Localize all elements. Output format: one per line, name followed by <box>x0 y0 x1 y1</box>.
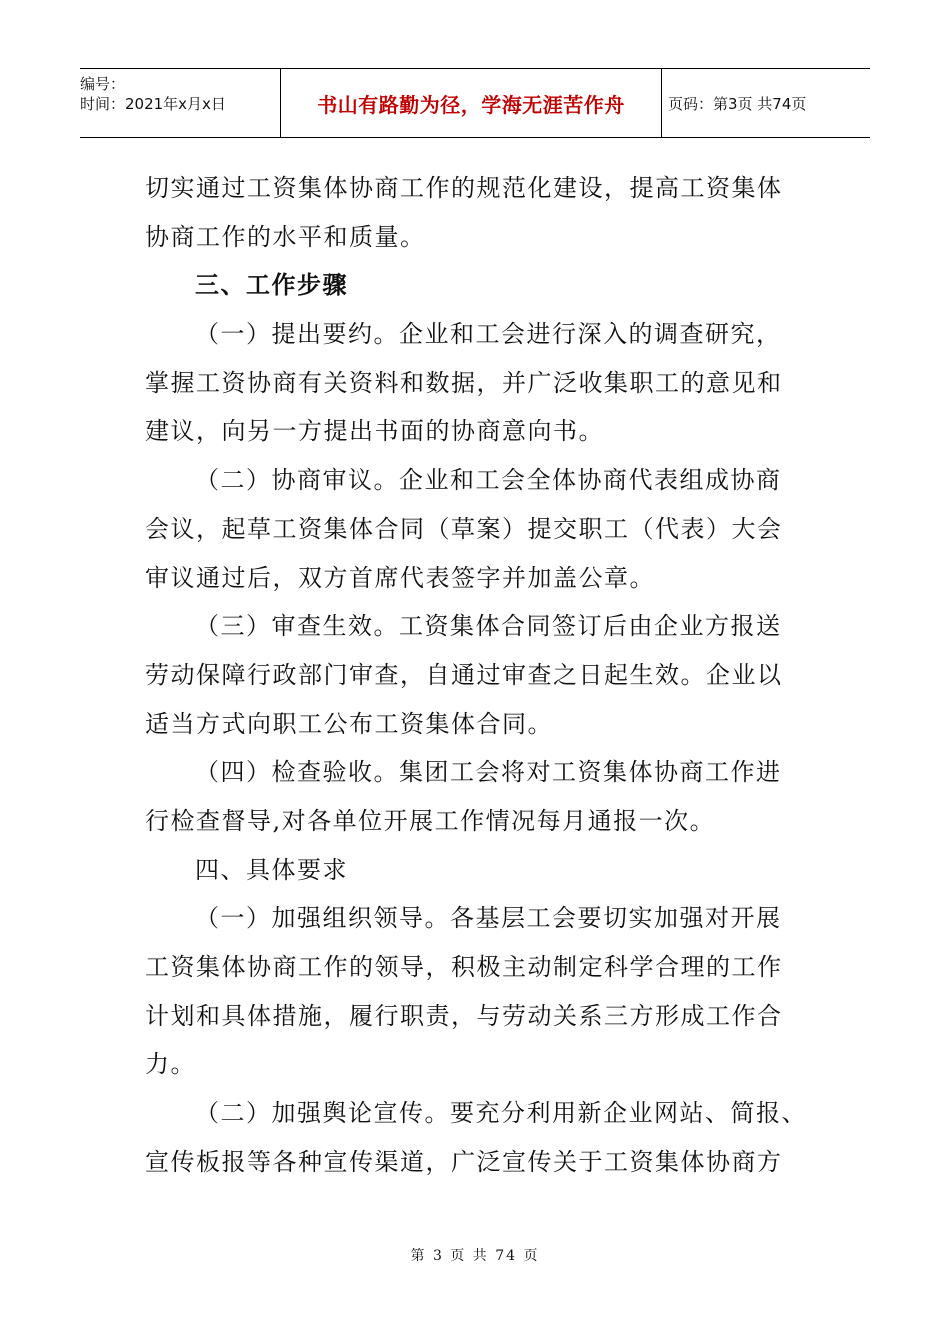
text-line: 力。 <box>145 1050 196 1079</box>
page-header <box>80 68 870 138</box>
text-line: 会议，起草工资集体合同（草案）提交职工（代表）大会 <box>145 514 783 543</box>
header-meta <box>80 69 281 137</box>
text-line: 协商工作的水平和质量。 <box>145 222 426 251</box>
text-line: 掌握工资协商有关资料和数据，并广泛收集职工的意见和 <box>145 368 783 397</box>
section-heading: 三、工作步骤 <box>195 270 348 300</box>
text-line: 切实通过工资集体协商工作的规范化建设，提高工资集体 <box>145 174 783 202</box>
text-line: 适当方式向职工公布工资集体合同。 <box>145 709 553 738</box>
text-line: 审议通过后，双方首席代表签字并加盖公章。 <box>145 563 655 592</box>
document-body <box>145 164 805 1186</box>
text-line: 宣传板报等各种宣传渠道，广泛宣传关于工资集体协商方 <box>145 1147 783 1176</box>
text-line: （一）提出要约。企业和工会进行深入的调查研究， <box>195 320 782 349</box>
page-footer: 第 3 页 共 74 页 <box>410 1248 540 1264</box>
text-line: （二）加强舆论宣传。要充分利用新企业网站、简报、 <box>195 1099 807 1128</box>
doc-number-label: 编号： <box>80 75 126 93</box>
text-line: （三）审查生效。工资集体合同签订后由企业方报送 <box>195 612 782 641</box>
text-line: 计划和具体措施，履行职责，与劳动关系三方形成工作合 <box>145 1001 783 1030</box>
text-line: 四、具体要求 <box>195 855 348 884</box>
text-line: 劳动保障行政部门审查，自通过审查之日起生效。企业以 <box>145 660 783 689</box>
text-line: 行检查督导,对各单位开展工作情况每月通报一次。 <box>145 806 716 835</box>
text-line: （四）检查验收。集团工会将对工资集体协商工作进 <box>195 758 782 787</box>
text-line: （一）加强组织领导。各基层工会要切实加强对开展 <box>195 904 782 933</box>
header-page-info: 页码：第3页 共74页 <box>668 94 807 113</box>
text-line: 工资集体协商工作的领导，积极主动制定科学合理的工作 <box>145 953 783 981</box>
doc-time-label: 时间：2021年x月x日 <box>80 95 226 113</box>
header-motto: 书山有路勤为径，学海无涯苦作舟 <box>281 69 662 137</box>
text-line: 建议，向另一方提出书面的协商意向书。 <box>145 417 604 446</box>
text-line: （二）协商审议。企业和工会全体协商代表组成协商 <box>195 466 782 495</box>
